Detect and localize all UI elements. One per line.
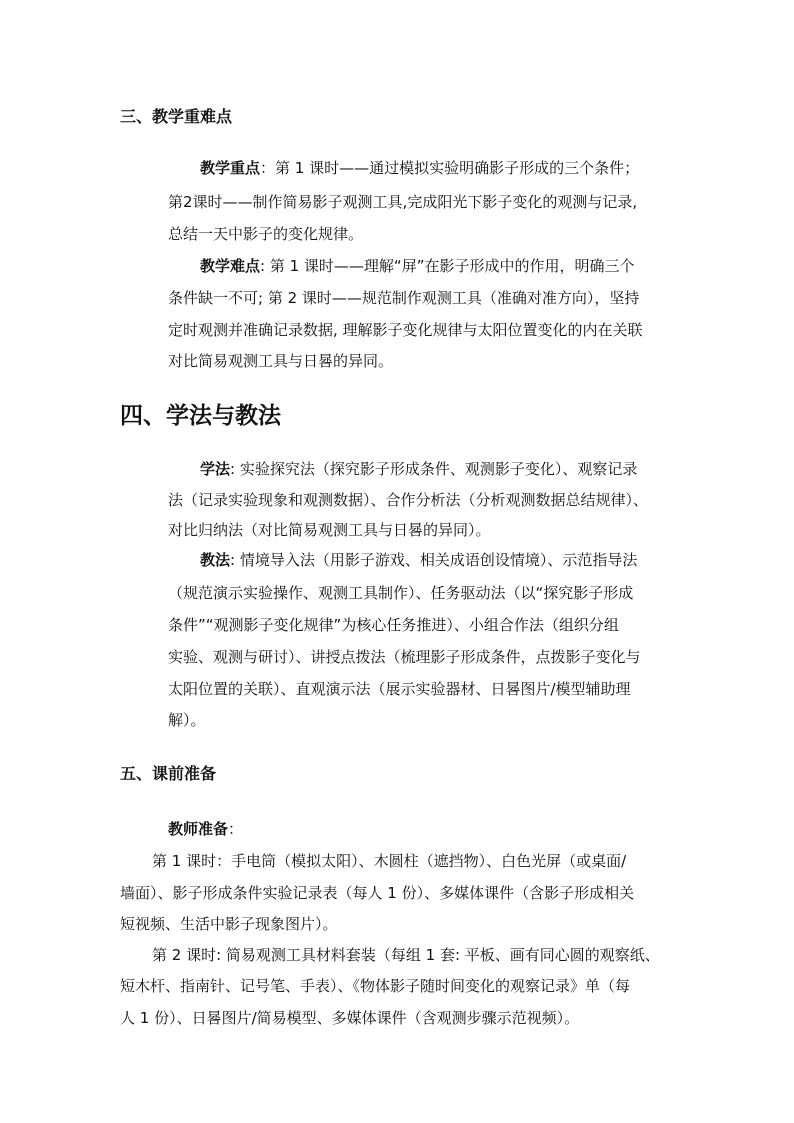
- difficulties-line-3: 定时观测并准确记录数据, 理解影子变化规律与太阳位置变化的内在关联: [168, 321, 643, 339]
- learning-methods-label: 学法: [200, 460, 231, 478]
- learning-methods-line-2: 法（记录实验现象和观测数据）、合作分析法（分析观测数据总结规律）、: [168, 491, 649, 509]
- class1-prep-line-1: 第 1 课时：手电筒（模拟太阳）、木圆柱（遮挡物）、白色光屏（或桌面/: [152, 852, 627, 870]
- teacher-prep-label: 教师准备: [168, 820, 229, 838]
- class1-prep-line-3: 短视频、生活中影子现象图片）。: [120, 915, 338, 933]
- learning-methods-line-3: 对比归纳法（对比简易观测工具与日晷的异同）。: [168, 521, 491, 539]
- key-points-label: 教学重点: [200, 159, 261, 177]
- teaching-methods-line-3: 条件”“观测影子变化规律”为核心任务推进）、小组合作法（组织分组: [168, 616, 619, 634]
- class2-prep-line-3: 人 1 份）、日晷图片/简易模型、多媒体课件（含观测步骤示范视频）。: [120, 1009, 580, 1027]
- teaching-methods-line-4: 实验、观测与研讨）、讲授点拨法（梳理影子形成条件，点拨影子变化与: [168, 648, 641, 666]
- difficulties-line-2: 条件缺一不可; 第 2 课时——规范制作观测工具（准确对准方向），坚持: [168, 289, 640, 307]
- key-points-line-2: 第2课时——制作简易影子观测工具,完成阳光下影子变化的观测与记录,: [168, 193, 638, 211]
- learning-methods-line-1: 学法: 实验探究法（探究影子形成条件、观测影子变化）、观察记录: [200, 460, 638, 478]
- teacher-prep-label-line: 教师准备：: [168, 820, 244, 838]
- teaching-methods-line-6: 解）。: [168, 711, 206, 729]
- teaching-methods-line-2: （规范演示实验操作、观测工具制作）、任务驱动法（以“探究影子形成: [168, 584, 634, 602]
- section-3-heading: 三、教学重难点: [120, 107, 233, 126]
- section-4-heading: 四、学法与教法: [120, 403, 281, 429]
- class1-prep-line-2: 墙面）、影子形成条件实验记录表（每人 1 份）、多媒体课件（含影子形成相关: [120, 884, 635, 902]
- class2-prep-line-2: 短木杆、指南针、记号笔、手表）、《物体影子随时间变化的观察记录》单（每: [120, 977, 631, 995]
- teaching-methods-line-5: 太阳位置的关联）、直观演示法（展示实验器材、日晷图片/模型辅助理: [168, 680, 631, 698]
- difficulties-line-1: 教学难点: 第 1 课时——理解“屏”在影子形成中的作用，明确三个: [200, 257, 635, 275]
- difficulties-label: 教学难点: [200, 257, 261, 275]
- teaching-methods-line-1: 教法: 情境导入法（用影子游戏、相关成语创设情境）、示范指导法: [200, 551, 638, 569]
- class2-prep-line-1: 第 2 课时: 简易观测工具材料套装（每组 1 套: 平板、画有同心圆的观察纸、: [152, 946, 660, 964]
- teaching-methods-label: 教法: [200, 551, 231, 569]
- key-points-line-1: 教学重点：第 1 课时——通过模拟实验明确影子形成的三个条件；: [200, 159, 640, 177]
- key-points-line-3: 总结一天中影子的变化规律。: [168, 225, 364, 243]
- section-5-heading: 五、课前准备: [120, 764, 217, 783]
- difficulties-line-4: 对比简易观测工具与日晷的异同。: [168, 352, 394, 370]
